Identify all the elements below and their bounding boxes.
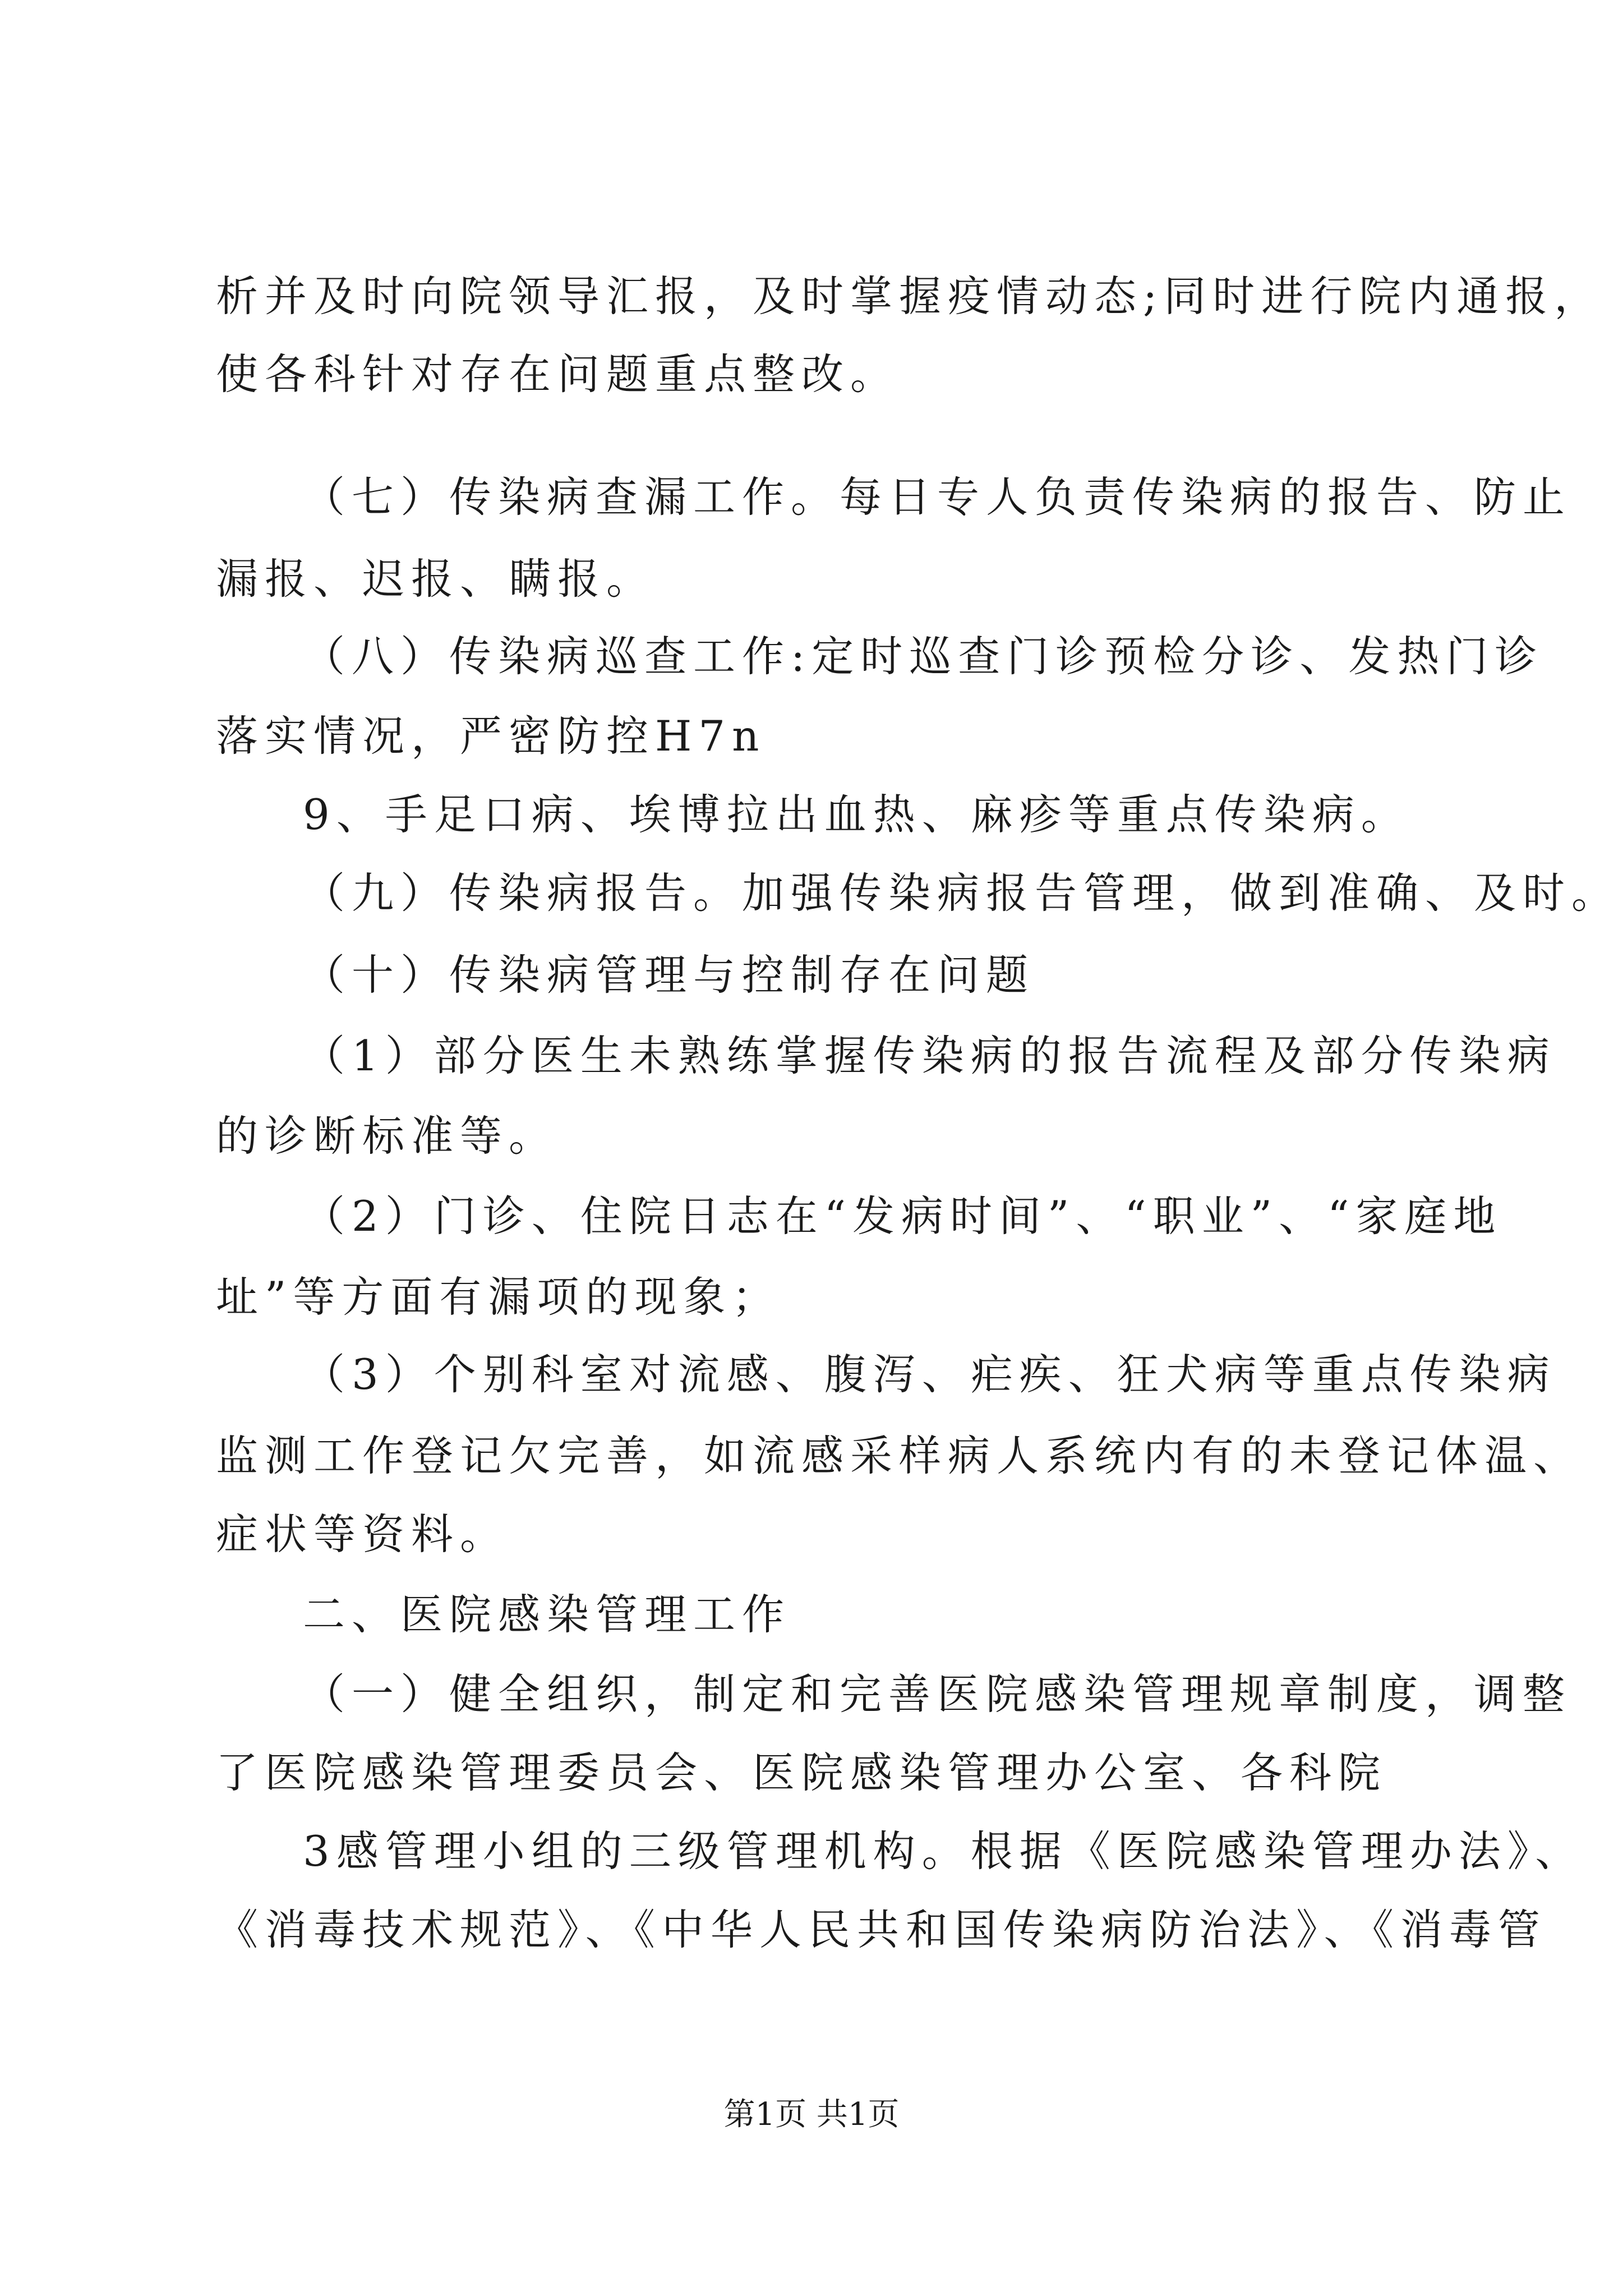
text-line: （2）门诊、住院日志在“发病时间”、“职业”、“家庭地 — [303, 1191, 1502, 1241]
text-line: （九）传染病报告。加强传染病报告管理，做到准确、及时。 — [303, 868, 1621, 918]
section-heading: 二、医院感染管理工作 — [303, 1590, 791, 1639]
text-line: （1）部分医生未熟练掌握传染病的报告流程及部分传染病 — [303, 1031, 1556, 1080]
text-line: （七）传染病查漏工作。每日专人负责传染病的报告、防止 — [303, 472, 1572, 522]
text-line: 症状等资料。 — [216, 1510, 509, 1559]
text-line: 使各科针对存在问题重点整改。 — [216, 349, 900, 399]
text-line: （八）传染病巡查工作:定时巡查门诊预检分诊、发热门诊 — [303, 632, 1544, 681]
text-line: 址”等方面有漏项的现象； — [216, 1272, 781, 1322]
text-line: 监测工作登记欠完善，如流感采样病人系统内有的未登记体温、 — [216, 1431, 1583, 1480]
text-line: （十）传染病管理与控制存在问题 — [303, 950, 1035, 1000]
text-line: 落实情况，严密防控H7n — [216, 711, 766, 761]
text-line: 的诊断标准等。 — [216, 1111, 558, 1161]
page-footer: 第1页 共1页 — [723, 2096, 900, 2133]
text-line: 析并及时向院领导汇报，及时掌握疫情动态;同时进行院内通报， — [216, 272, 1603, 321]
text-line: （一）健全组织，制定和完善医院感染管理规章制度，调整 — [303, 1669, 1572, 1719]
text-line: 《消毒技术规范》、《中华人民共和国传染病防治法》、《消毒管 — [216, 1905, 1547, 1954]
text-line: （3）个别科室对流感、腹泻、疟疾、狂犬病等重点传染病 — [303, 1350, 1556, 1399]
text-line: 9、手足口病、埃博拉出血热、麻疹等重点传染病。 — [303, 790, 1410, 839]
text-line: 漏报、迟报、瞒报。 — [216, 554, 656, 604]
text-line: 3感管理小组的三级管理机构。根据《医院感染管理办法》、 — [303, 1826, 1584, 1876]
text-line: 了医院感染管理委员会、医院感染管理办公室、各科院 — [216, 1748, 1387, 1797]
